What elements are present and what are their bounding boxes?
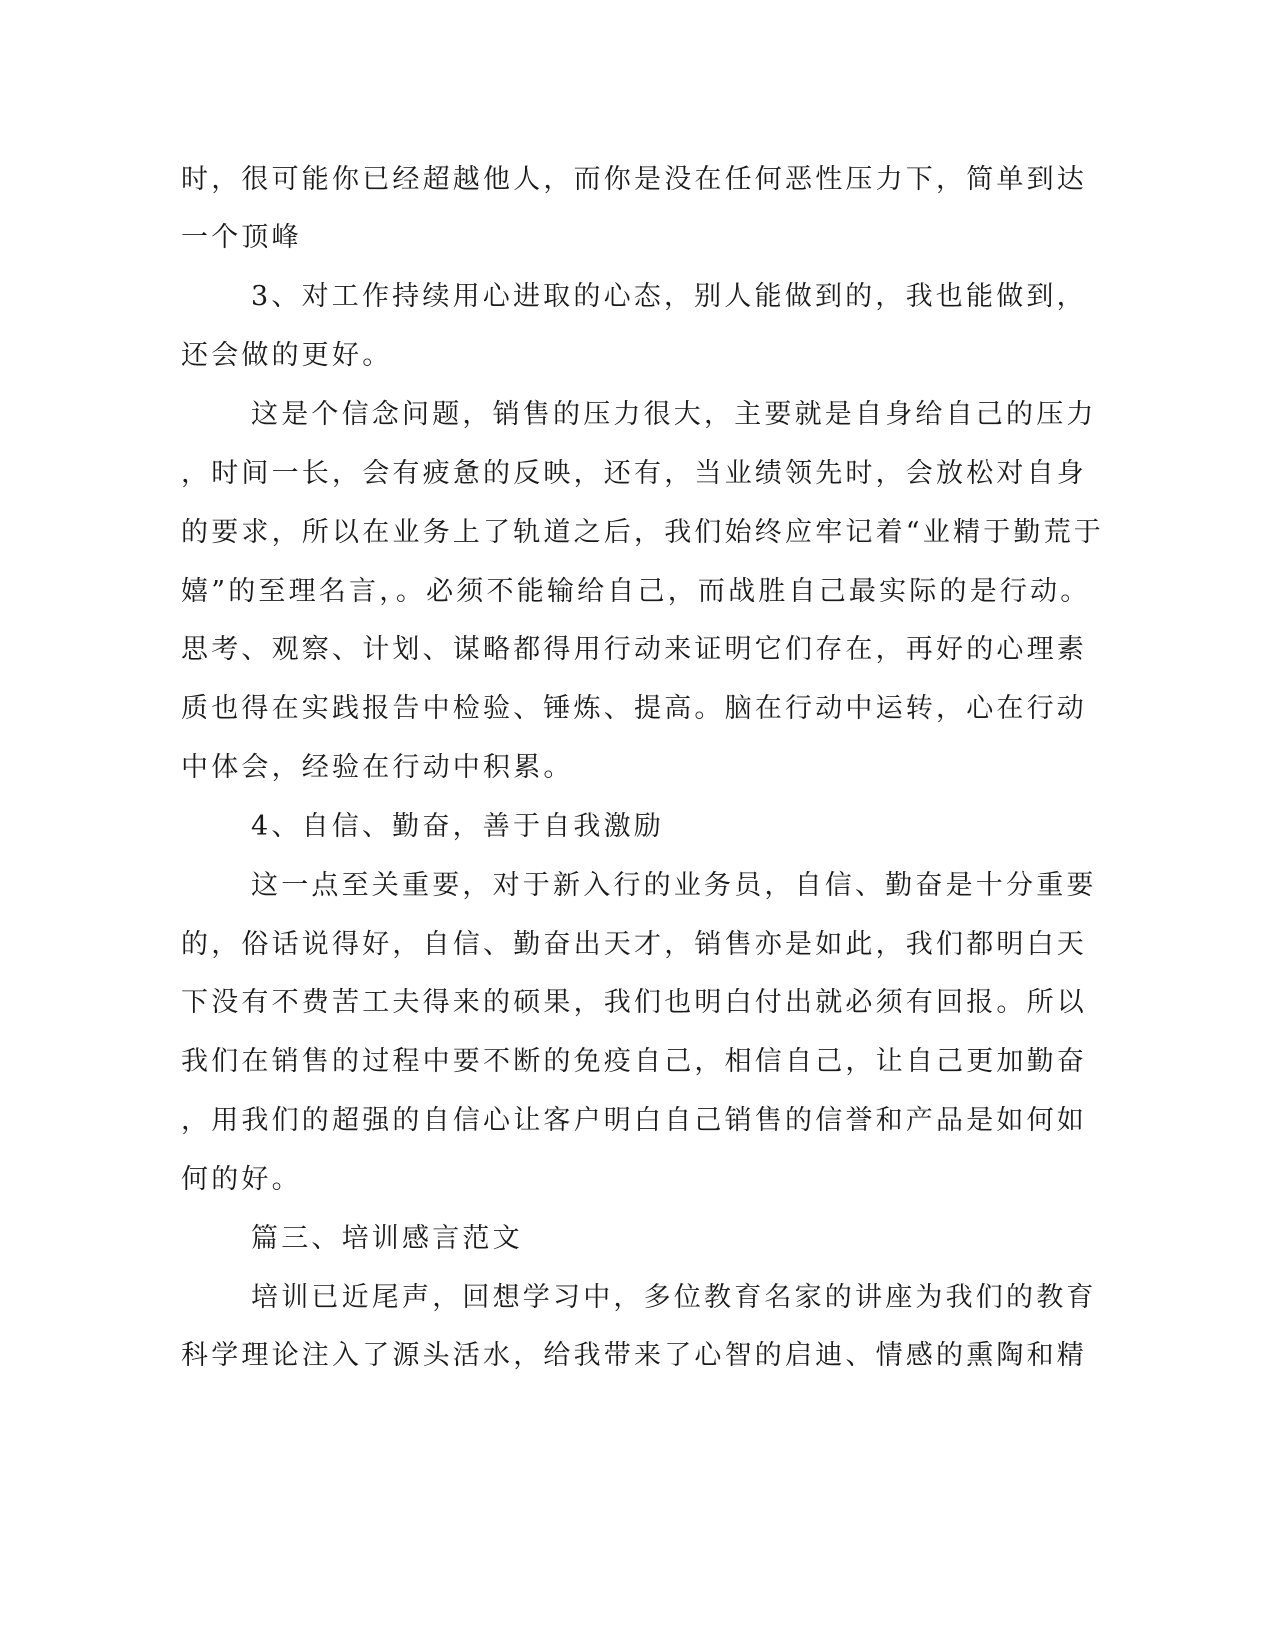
- paragraph-start: 培训已近尾声，回想学习中，多位教育名家的讲座为我们的教育: [251, 1282, 1097, 1313]
- text-line: 何的好。: [181, 1164, 302, 1195]
- text-line: ，时间一长，会有疲惫的反映，还有，当业绩领先时，会放松对自身: [181, 458, 1087, 489]
- text-line: ，用我们的超强的自信心让客户明白自己销售的信誉和产品是如何如: [181, 1105, 1087, 1136]
- text-line: 还会做的更好。: [181, 340, 393, 371]
- text-line: 时，很可能你已经超越他人，而你是没在任何恶性压力下，简单到达: [181, 164, 1087, 195]
- list-item-3: 3、对工作持续用心进取的心态，别人能做到的，我也能做到，: [251, 281, 1087, 312]
- text-line: 的，俗话说得好，自信、勤奋出天才，销售亦是如此，我们都明白天: [181, 929, 1087, 960]
- paragraph-start: 这一点至关重要，对于新入行的业务员，自信、勤奋是十分重要: [251, 870, 1097, 901]
- text-line: 科学理论注入了源头活水，给我带来了心智的启迪、情感的熏陶和精: [181, 1340, 1087, 1371]
- text-line: 质也得在实践报告中检验、锤炼、提高。脑在行动中运转，心在行动: [181, 693, 1087, 724]
- text-line: 我们在销售的过程中要不断的免疫自己，相信自己，让自己更加勤奋: [181, 1046, 1087, 1077]
- list-item-4: 4、自信、勤奋，善于自我激励: [251, 811, 664, 842]
- text-line: 思考、观察、计划、谋略都得用行动来证明它们存在，再好的心理素: [181, 634, 1087, 665]
- text-line: 下没有不费苦工夫得来的硕果，我们也明白付出就必须有回报。所以: [181, 987, 1087, 1018]
- paragraph-start: 这是个信念问题，销售的压力很大，主要就是自身给自己的压力: [251, 399, 1097, 430]
- text-line: 的要求，所以在业务上了轨道之后，我们始终应牢记着“业精于勤荒于: [181, 517, 1105, 548]
- text-line: 中体会，经验在行动中积累。: [181, 752, 574, 783]
- text-line: 一个顶峰: [181, 222, 302, 253]
- text-line: 嬉”的至理名言，。必须不能输给自己，而战胜自己最实际的是行动。: [181, 576, 1091, 607]
- section-heading: 篇三、培训感言范文: [251, 1223, 523, 1254]
